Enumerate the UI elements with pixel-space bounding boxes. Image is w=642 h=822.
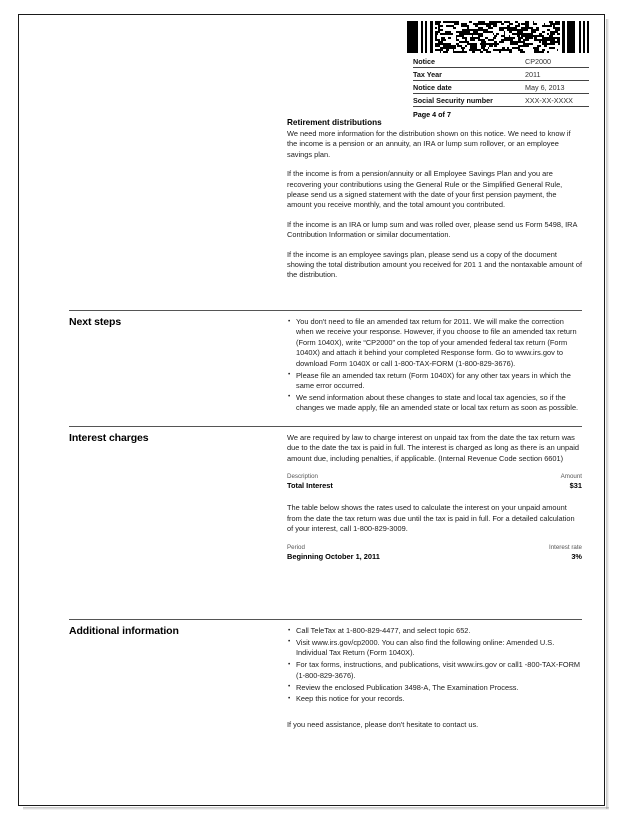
meta-value-notice: CP2000 bbox=[525, 55, 589, 68]
table-header-row bbox=[287, 473, 582, 481]
next-steps-title: Next steps bbox=[69, 316, 122, 328]
closing-statement: If you need assistance, please don't hesitate to contact us. bbox=[287, 719, 479, 729]
pdf417-barcode bbox=[407, 21, 589, 53]
additional-information-title: Additional information bbox=[69, 625, 179, 637]
cell-total-interest-description: Total Interest bbox=[287, 481, 333, 491]
col-header-interest-rate: Interest rate bbox=[548, 544, 582, 552]
cell-interest-rate-value: 3% bbox=[571, 552, 582, 562]
meta-value-tax-year: 2011 bbox=[525, 68, 589, 81]
divider-interest-charges bbox=[69, 426, 582, 427]
table-row bbox=[413, 55, 589, 68]
meta-label-notice: Notice bbox=[413, 55, 525, 68]
table-row bbox=[287, 481, 582, 491]
notice-page bbox=[18, 14, 605, 806]
table-header-row bbox=[287, 544, 582, 552]
meta-label-notice-date: Notice date bbox=[413, 81, 525, 94]
meta-value-ssn: XXX-XX-XXXX bbox=[525, 94, 589, 107]
cell-total-interest-amount: $31 bbox=[569, 481, 582, 491]
list-item: • Please file an amended tax return (Form 1040X) for any other tax years in which the same error occurred. bbox=[287, 371, 582, 392]
divider-additional-information bbox=[69, 619, 582, 620]
page-number-label: Page 4 of 7 bbox=[413, 109, 451, 119]
col-header-amount: Amount bbox=[560, 473, 582, 481]
cell-period-value: Beginning October 1, 2011 bbox=[287, 552, 380, 562]
list-item: • Visit www.irs.gov/cp2000. You can also find the following online: Amended U.S. Individual Tax Return (Form 1040X). bbox=[287, 638, 582, 659]
page-shadow-bottom bbox=[23, 807, 609, 810]
list-item: • We send information about these changes to state and local tax agencies, so if the changes we made apply, file an amended state or local tax return as soon as possible. bbox=[287, 393, 582, 414]
next-steps-list bbox=[287, 317, 582, 414]
barcode-data-region bbox=[435, 21, 560, 53]
interest-rates-intro: The table below shows the rates used to calculate the interest on your unpaid amount from the date the tax return was due until the tax is paid in full. For a detailed calculation of your interest, call 1-800-829-3009. bbox=[287, 503, 575, 534]
total-interest-table bbox=[287, 473, 582, 491]
retirement-paragraph-4: If the income is an employee savings plan, please send us a copy of the document showing the total distribution amount you received for 201 1 and the nontaxable amount of the distribution. bbox=[287, 249, 582, 280]
page-shadow-right bbox=[606, 19, 609, 809]
list-item: • Review the enclosed Publication 3498-A, The Examination Process. bbox=[287, 683, 582, 693]
meta-label-ssn: Social Security number bbox=[413, 94, 525, 107]
additional-information-list bbox=[287, 626, 582, 705]
col-header-description: Description bbox=[287, 473, 318, 481]
table-row bbox=[413, 68, 589, 81]
list-item: • Keep this notice for your records. bbox=[287, 694, 582, 704]
interest-rate-table bbox=[287, 544, 582, 562]
divider-next-steps bbox=[69, 310, 582, 311]
meta-label-tax-year: Tax Year bbox=[413, 68, 525, 81]
col-header-period: Period bbox=[287, 544, 305, 552]
table-row bbox=[413, 94, 589, 107]
notice-header-table bbox=[413, 55, 589, 120]
list-item: • Call TeleTax at 1-800-829-4477, and select topic 652. bbox=[287, 626, 582, 636]
table-row bbox=[413, 81, 589, 94]
list-item: • You don't need to file an amended tax return for 2011. We will make the correction when we receive your response. However, if you choose to file an amended tax return (Form 1040X), write “CP2000” on the top of your amended federal tax return (Form 1040X) and attach it behind your completed Response form. Go to www.irs.gov to download Form 1040X or call 1-800-TAX-FORM (1-800-829-3676). bbox=[287, 317, 582, 369]
retirement-paragraph-2: If the income is from a pension/annuity or all Employee Savings Plan and you are recovering your contributions using the General Rule or the Simplified General Rule, please send us a signed statement with the date of your first pension payment, the amount you receive monthly, and the total amount you contributed. bbox=[287, 169, 563, 210]
meta-value-notice-date: May 6, 2013 bbox=[525, 81, 589, 94]
retirement-heading: Retirement distributions bbox=[287, 118, 382, 127]
retirement-paragraph-3: If the income is an IRA or lump sum and was rolled over, please send us Form 5498, IRA Contribution Information or similar documentation. bbox=[287, 219, 578, 240]
list-item: • For tax forms, instructions, and publications, visit www.irs.gov or call1 -800-TAX-FORM (1-800-829-3676). bbox=[287, 660, 582, 681]
table-row bbox=[287, 552, 582, 562]
retirement-paragraph-1: We need more information for the distribution shown on this notice. We need to know if the income is a pension or an annuity, an IRA or lump sum rollover, or an employee savings plan. bbox=[287, 129, 571, 159]
interest-charges-title: Interest charges bbox=[69, 432, 149, 444]
interest-charges-intro: We are required by law to charge interest on unpaid tax from the date the tax return was due to the date the tax is paid in full. The interest is charged as long as there is an unpaid amount due, including penalties, if applicable. (Internal Revenue Code section 6601) bbox=[287, 433, 579, 463]
